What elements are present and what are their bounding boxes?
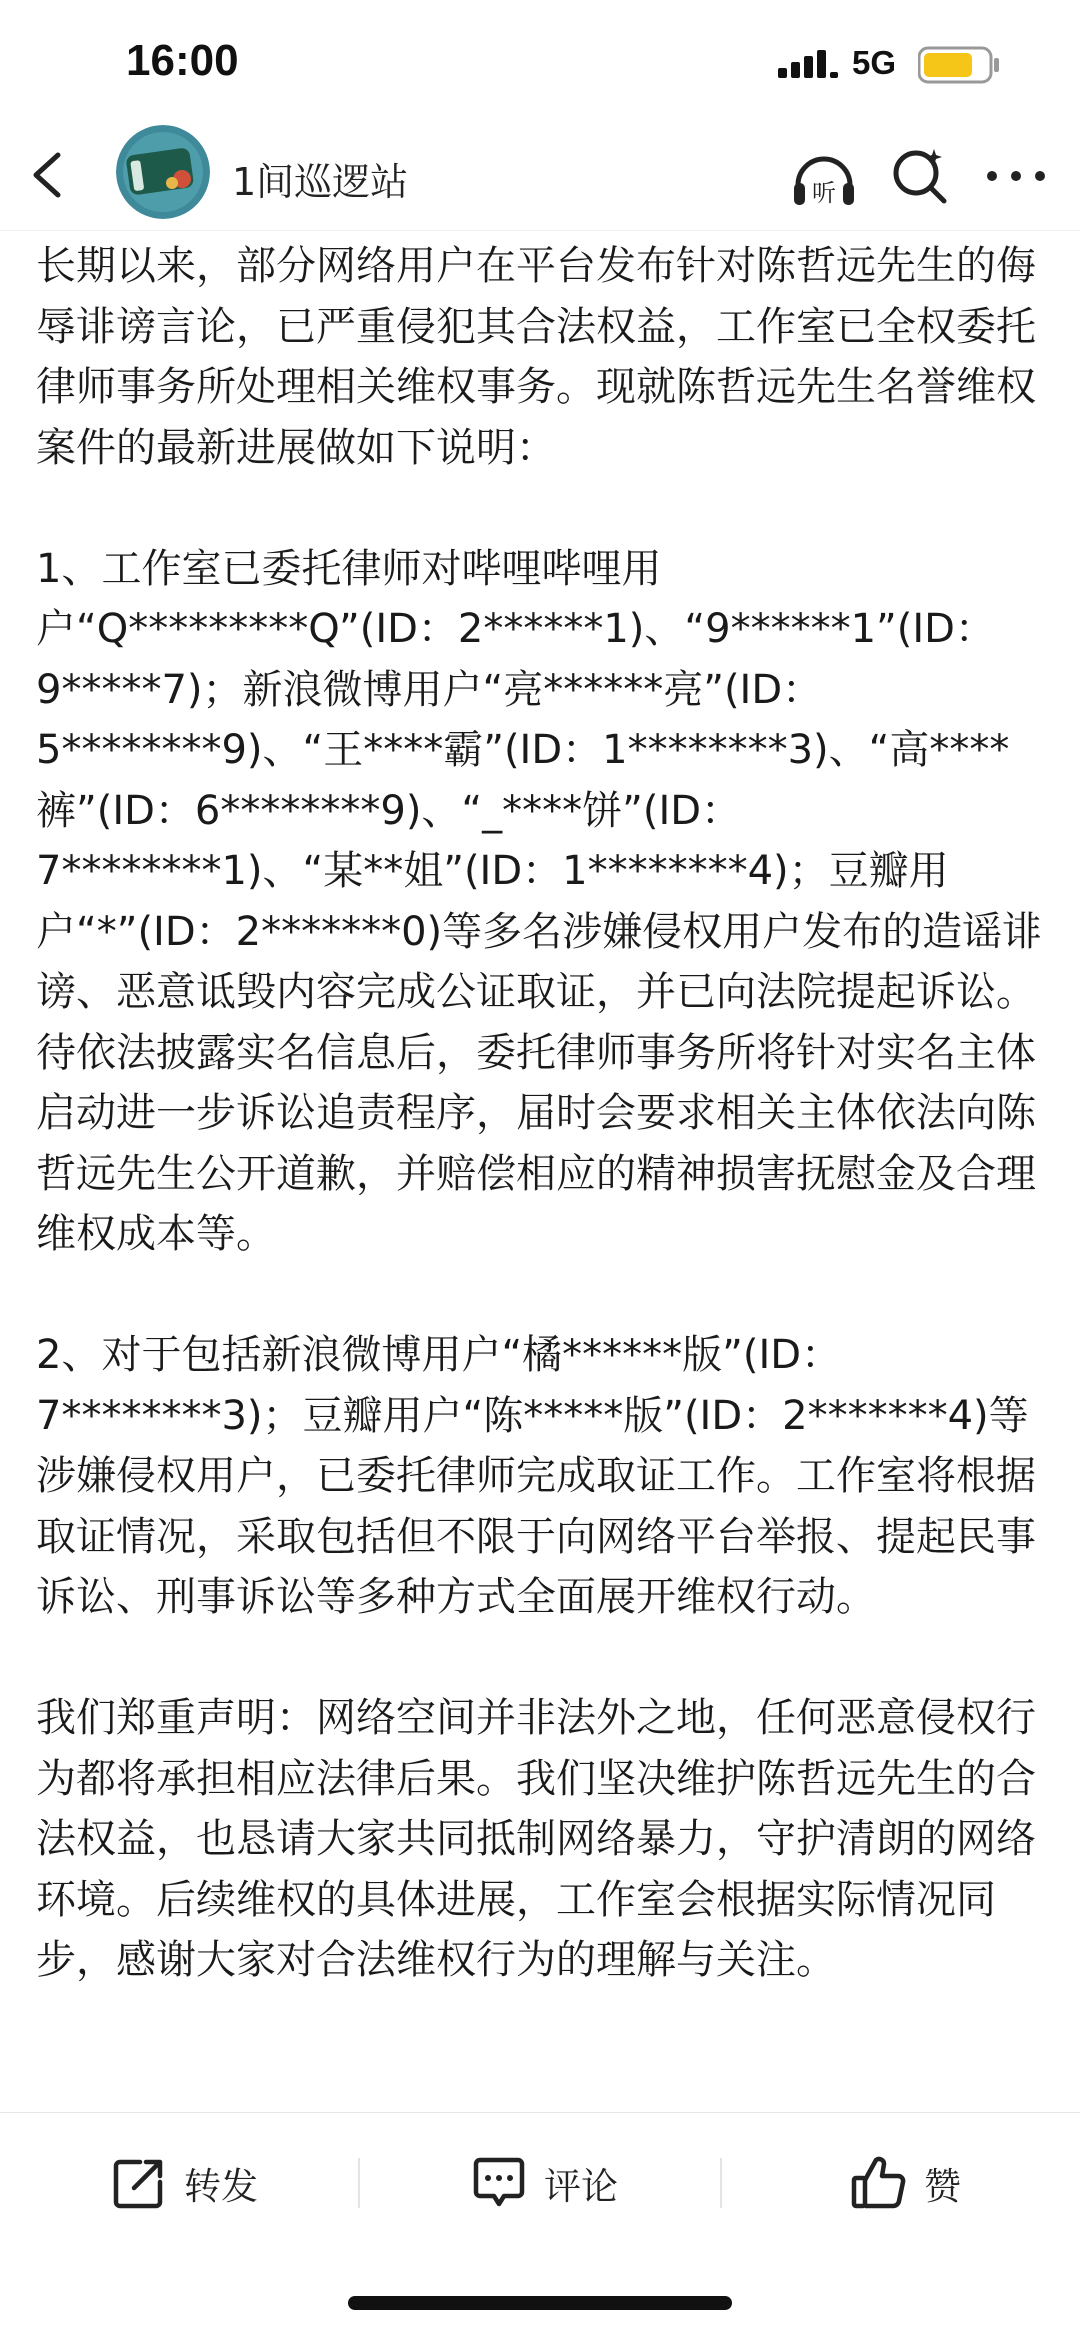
thumbs-up-icon (850, 2154, 908, 2212)
divider (358, 2158, 360, 2208)
back-icon[interactable] (22, 147, 78, 203)
bottom-action-bar (0, 2112, 1080, 2253)
svg-text:听: 听 (812, 179, 836, 207)
like-button[interactable] (850, 2151, 961, 2215)
listen-icon[interactable] (790, 145, 858, 213)
avatar[interactable] (116, 125, 210, 219)
comment-label: 评论 (544, 2165, 618, 2208)
signal-icon (778, 48, 840, 82)
home-indicator[interactable] (348, 2296, 732, 2310)
repost-label: 转发 (184, 2165, 258, 2208)
post-content (36, 236, 1046, 2051)
battery-icon (918, 46, 1000, 84)
more-icon[interactable] (984, 161, 1048, 191)
post-paragraph-3: 2、对于包括新浪微博用户“橘******版”(ID：7********3)；豆瓣用户“陈*****版”(ID：2*******4)等涉嫌侵权用户，已委托律师完成取证工作。工作室将根据取证情况，采取包括但不限于向网络平台举报、提起民事诉讼、刑事诉讼等多种方式全面展开维权行动。 (36, 1332, 1036, 1620)
post-paragraph-4: 我们郑重声明：网络空间并非法外之地，任何恶意侵权行为都将承担相应法律后果。我们坚决维护陈哲远先生的合法权益，也恳请大家共同抵制网络暴力，守护清朗的网络环境。后续维权的具体进展，工作室会根据实际情况同步，感谢大家对合法维权行为的理解与关注。 (36, 1695, 1036, 1983)
post-paragraph-1: 长期以来，部分网络用户在平台发布针对陈哲远先生的侮辱诽谤言论，已严重侵犯其合法权益，工作室已全权委托律师事务所处理相关维权事务。现就陈哲远先生名誉维权案件的最新进展做如下说明： (36, 243, 1036, 471)
status-time: 16:00 (126, 36, 239, 85)
like-label: 赞 (924, 2165, 961, 2208)
repost-button[interactable] (110, 2151, 258, 2215)
nav-title[interactable]: 1间巡逻站 (232, 160, 409, 204)
post-paragraph-2: 1、工作室已委托律师对哔哩哔哩用户“Q*********Q”(ID：2******1)、“9******1”(ID：9*****7)；新浪微博用户“亮******亮”(ID：5********9)、“王****霸”(ID：1********3)、“高****裤”(ID：6********9)、“_****饼”(ID：7********1)、“某**姐”(ID：1********4)；豆瓣用户“*”(ID：2*******0)等多名涉嫌侵权用户发布的造谣诽谤、恶意诋毁内容完成公证取证，并已向法院提起诉讼。待依法披露实名信息后，委托律师事务所将针对实名主体启动进一步诉讼追责程序，届时会要求相关主体依法向陈哲远先生公开道歉，并赔偿相应的精神损害抚慰金及合理维权成本等。 (36, 545, 1043, 1257)
comment-icon (470, 2154, 528, 2212)
share-icon (110, 2154, 168, 2212)
network-label: 5G (852, 44, 897, 81)
nav-bar (0, 125, 1080, 231)
divider (720, 2158, 722, 2208)
search-icon[interactable] (890, 145, 950, 205)
status-bar (0, 0, 1080, 130)
comment-button[interactable] (470, 2151, 618, 2215)
